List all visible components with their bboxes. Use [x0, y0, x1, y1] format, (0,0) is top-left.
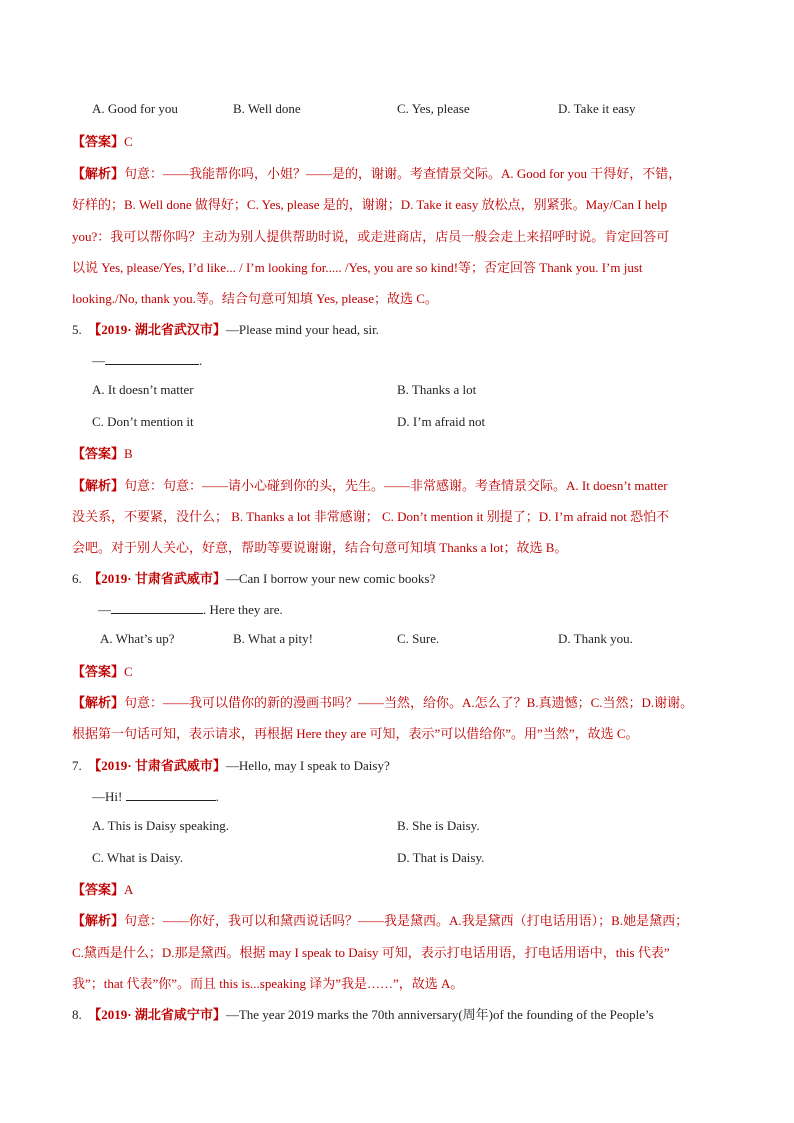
answer-value: C [124, 134, 133, 149]
question-number: 5. [72, 322, 82, 337]
q6-option-b: B. What a pity! [233, 631, 313, 646]
q7-analysis-line-3: 我”；that 代表”你”。而且 this is...speaking 译为”我是……”，故选 A。 [72, 976, 464, 991]
q5-reply: — . [92, 353, 203, 368]
q4-option-c: C. Yes, please [397, 101, 470, 116]
question-number: 6. [72, 571, 82, 586]
q5-analysis-line-2: 没关系，不要紧，没什么； B. Thanks a lot 非常感谢； C. Don’t mention it 别提了；D. I’m afraid not 恐怕不 [72, 509, 670, 524]
q4-analysis-line-1: 【解析】句意：——我能帮你吗，小姐？——是的，谢谢。考查情景交际。A. Good for you 干得好，不错， [72, 166, 682, 181]
analysis-tag: 【解析】 [72, 166, 125, 181]
q5-analysis-line-3: 会吧。对于别人关心，好意，帮助等要说谢谢，结合句意可知填 Thanks a lot；故选 B。 [72, 540, 568, 555]
answer-tag: 【答案】 [72, 446, 125, 461]
q4-answer [72, 132, 133, 152]
q7-reply: —Hi! . [92, 789, 219, 804]
q7-analysis-line-2: C.黛西是什么；D.那是黛西。根据 may I speak to Daisy 可知，表示打电话用语，打电话用语中，this 代表” [72, 945, 670, 960]
analysis-tag: 【解析】 [72, 695, 125, 710]
analysis-tag: 【解析】 [72, 478, 125, 493]
q6-question [72, 569, 435, 589]
question-source: 【2019· 甘肃省武威市】 [88, 571, 226, 586]
question-number: 8. [72, 1007, 82, 1022]
q6-analysis-line-2: 根据第一句话可知，表示请求，再根据 Here they are 可知，表示”可以借给你”。用”当然”，故选 C。 [72, 726, 639, 741]
q7-answer [72, 880, 133, 900]
q4-analysis-line-2: 好样的；B. Well done 做得好；C. Yes, please 是的，谢谢；D. Take it easy 放松点，别紧张。May/Can I help [72, 197, 668, 212]
q7-option-c: C. What is Daisy. [92, 850, 183, 865]
analysis-tag: 【解析】 [72, 913, 125, 928]
q7-option-a: A. This is Daisy speaking. [92, 818, 229, 833]
question-number: 7. [72, 758, 82, 773]
q7-analysis-line-1: 【解析】句意：——你好，我可以和黛西说话吗？——我是黛西。A.我是黛西（打电话用语）；B.她是黛西； [72, 913, 689, 928]
q6-analysis-line-1: 【解析】句意：——我可以借你的新的漫画书吗？——当然，给你。A.怎么了？B.真遗憾；C.当然；D.谢谢。 [72, 695, 694, 710]
q5-question [72, 320, 379, 340]
q4-option-b: B. Well done [233, 101, 301, 116]
q6-reply: — . Here they are. [98, 602, 283, 617]
answer-value: B [124, 446, 133, 461]
question-source: 【2019· 湖北省咸宁市】 [88, 1007, 226, 1022]
q5-answer [72, 444, 133, 464]
q5-analysis-line-1: 【解析】句意：句意：——请小心碰到你的头，先生。——非常感谢。考查情景交际。A. It doesn’t matter [72, 478, 668, 493]
q7-question [72, 756, 390, 776]
answer-blank [111, 601, 203, 614]
answer-value: C [124, 664, 133, 679]
answer-blank [126, 788, 216, 801]
q6-answer [72, 662, 133, 682]
q6-option-d: D. Thank you. [558, 631, 633, 646]
q5-option-d: D. I’m afraid not [397, 414, 486, 429]
question-text: —The year 2019 marks the 70th anniversary(周年)of the founding of the People’s [225, 1007, 654, 1022]
question-source: 【2019· 甘肃省武威市】 [88, 758, 226, 773]
answer-blank [105, 352, 199, 365]
question-text: —Can I borrow your new comic books? [225, 571, 436, 586]
answer-tag: 【答案】 [72, 134, 125, 149]
q5-option-a: A. It doesn’t matter [92, 382, 194, 397]
answer-tag: 【答案】 [72, 882, 125, 897]
q5-option-c: C. Don’t mention it [92, 414, 194, 429]
q4-analysis-line-3: you?：我可以帮你吗？主动为别人提供帮助时说，或走进商店，店员一般会走上来招呼时说。肯定回答可 [72, 229, 670, 244]
q7-option-d: D. That is Daisy. [397, 850, 485, 865]
q5-option-b: B. Thanks a lot [397, 382, 477, 397]
question-text: —Please mind your head, sir. [225, 322, 379, 337]
q6-option-c: C. Sure. [397, 631, 440, 646]
q8-question [72, 1005, 654, 1025]
answer-value: A [124, 882, 134, 897]
question-source: 【2019· 湖北省武汉市】 [88, 322, 226, 337]
q4-analysis-line-4: 以说 Yes, please/Yes, I’d like... / I’m looking for..... /Yes, you are so kind!等；否定回答 Thank you. I’m just [72, 260, 643, 275]
q4-option-d: D. Take it easy [558, 101, 636, 116]
q4-option-a: A. Good for you [92, 101, 178, 116]
answer-tag: 【答案】 [72, 664, 125, 679]
q7-option-b: B. She is Daisy. [397, 818, 480, 833]
q6-option-a: A. What’s up? [100, 631, 175, 646]
question-text: —Hello, may I speak to Daisy? [225, 758, 390, 773]
q4-analysis-line-5: looking./No, thank you.等。结合句意可知填 Yes, please；故选 C。 [72, 291, 438, 306]
